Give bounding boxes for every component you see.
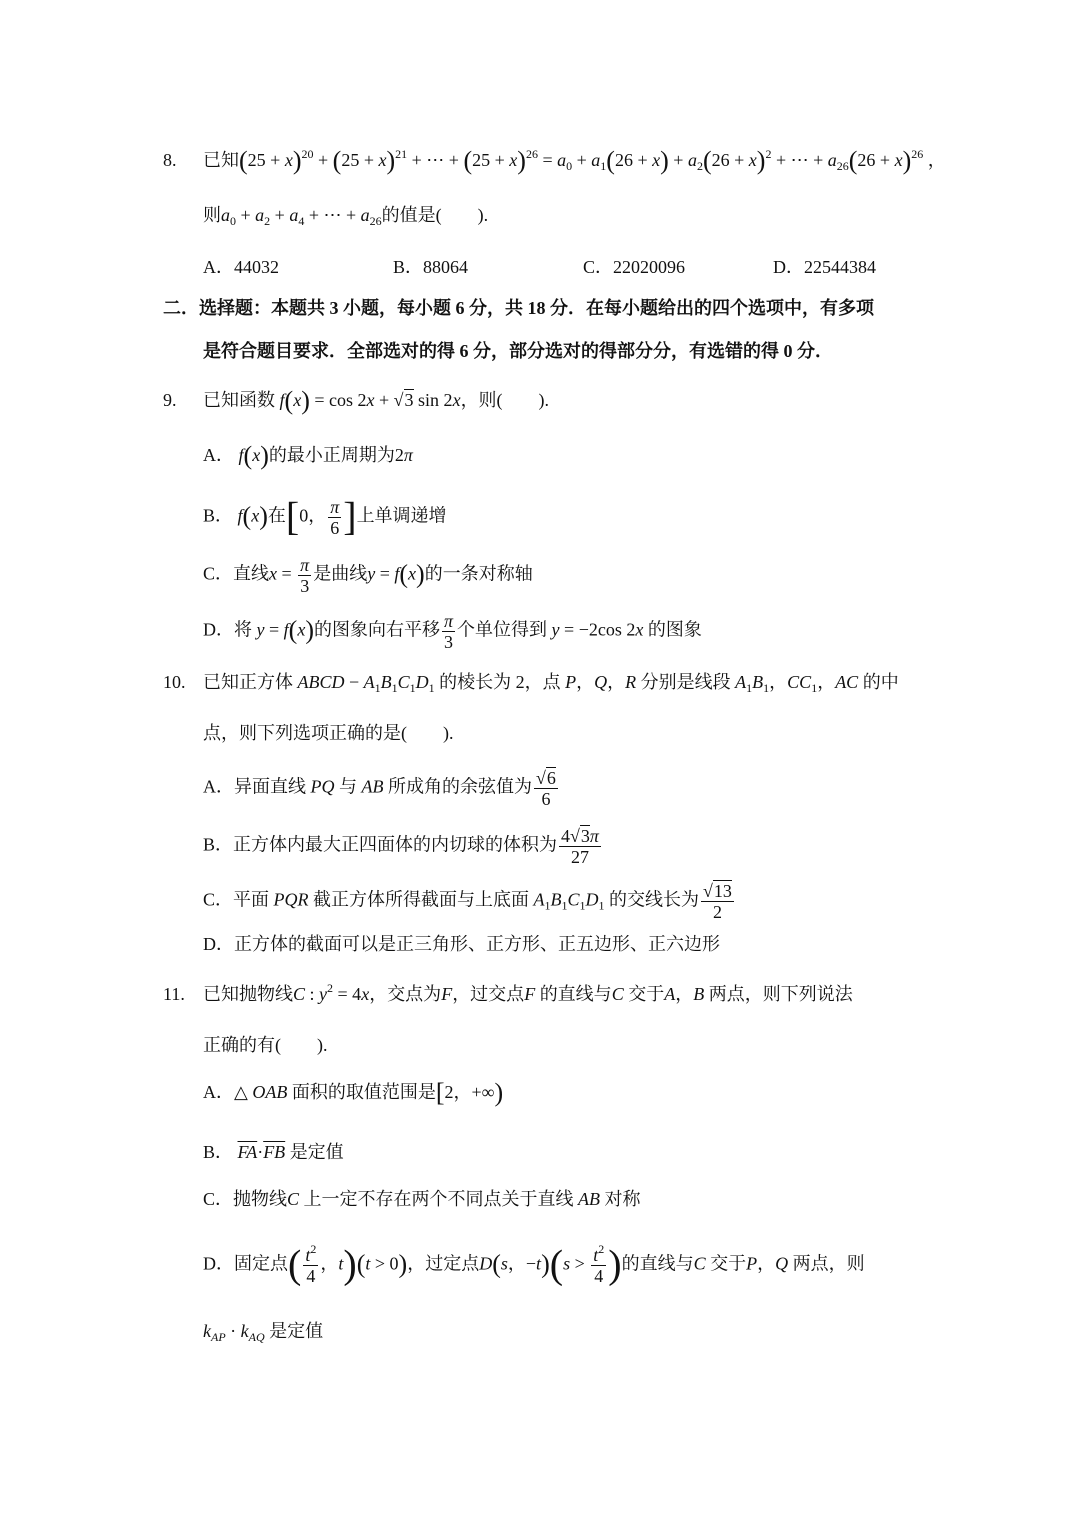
q8-option-d: D．22544384 — [773, 257, 876, 277]
q8-equation: 已知$(25 + x)^{20} + (25 + x)^{21}$ + ⋯ + $(25 + x)^{26} = a_0 + a_1(26 + x) + a_2(26 + x)^2$ + ⋯ + $a_{26}(26 + x)^{26}$ ， — [203, 146, 946, 175]
q8-option-c: C．22020096 — [583, 257, 686, 277]
q8-option-b: B．88064 — [393, 257, 469, 277]
q8-number: 8. — [163, 150, 177, 170]
q8-option-a: A．44032 — [203, 257, 279, 277]
exam-page: 8. 已知$(25 + x)^{20} + (25 + x)^{21}$ + ⋯ + $(25 + x)^{26} = a_0 + a_1(26 + x) + a_2(26 + x)^2$ + ⋯ + $a_{26}(26 + x)^{26}$ ， 则$a_0 + a_2 + a_4$ + ⋯ + $a_{26}$的值是( ). A．44032 B．88064 C．22020096 D．22544384 二．选择题：本题共 3 小题，每小题 6 分，共 18 分．在每小题给出的四个选项中，有多项 是符合题目要求．全部选对的得 6 分，部分选对的得部分分，有选错的得 0 分． 9. 已知函数 f(x) = cos 2x + √3 sin 2x，则( ). A． f(x)的最小正周期为2π B． f(x)在[0， $\frac{\pi}{6}$ ]上单调递增 C．直线x = $\frac{\pi}{3}$ 是曲线y = f(x)的一条对称轴 D．将 y = f(x)的图象向右平移 $\frac{\pi}{3}$ 个单位得到 y = −2cos 2x 的图象 10. 已知正方体 ABCD − $A_1B_1C_1D_1$ 的棱长为 2，点 P，Q，R 分别是线段 $A_1B_1$，$CC_1$，AC 的中 点，则下列选项正确的是( ). A．异面直线 PQ 与 AB 所成角的余弦值为 $\frac{√6}{6}$ B．正方体内最大正四面体的内切球的体积为 $\frac{4√3\pi}{27}$ C．平面 PQR 截正方体所得截面与上底面 $A_1B_1C_1D_1$ 的交线长为 $\frac{√13}{2}$ D．正方体的截面可以是正三角形、正方形、正五边形、正六边形 11. 已知抛物线C : $y^2 = 4x$，交点为F，过交点F 的直线与C 交于A，B 两点，则下列说法 正确的有( ). A．△ OAB 面积的取值范围是[2，+∞) B． $\overline{FA}\cdot\overline{FB}$ 是定值 C．抛物线C 上一定不存在两个不同点关于直线 AB 对称 D．固定点( $\frac{t^2}{4}$ ，t)(t > 0)，过定点D(s，−t)(s > $\frac{t^2}{4}$ )的直线与C 交于P，Q 两点，则 $k_{AP} \cdot k_{AQ}$ 是定值 — [163, 146, 946, 1344]
